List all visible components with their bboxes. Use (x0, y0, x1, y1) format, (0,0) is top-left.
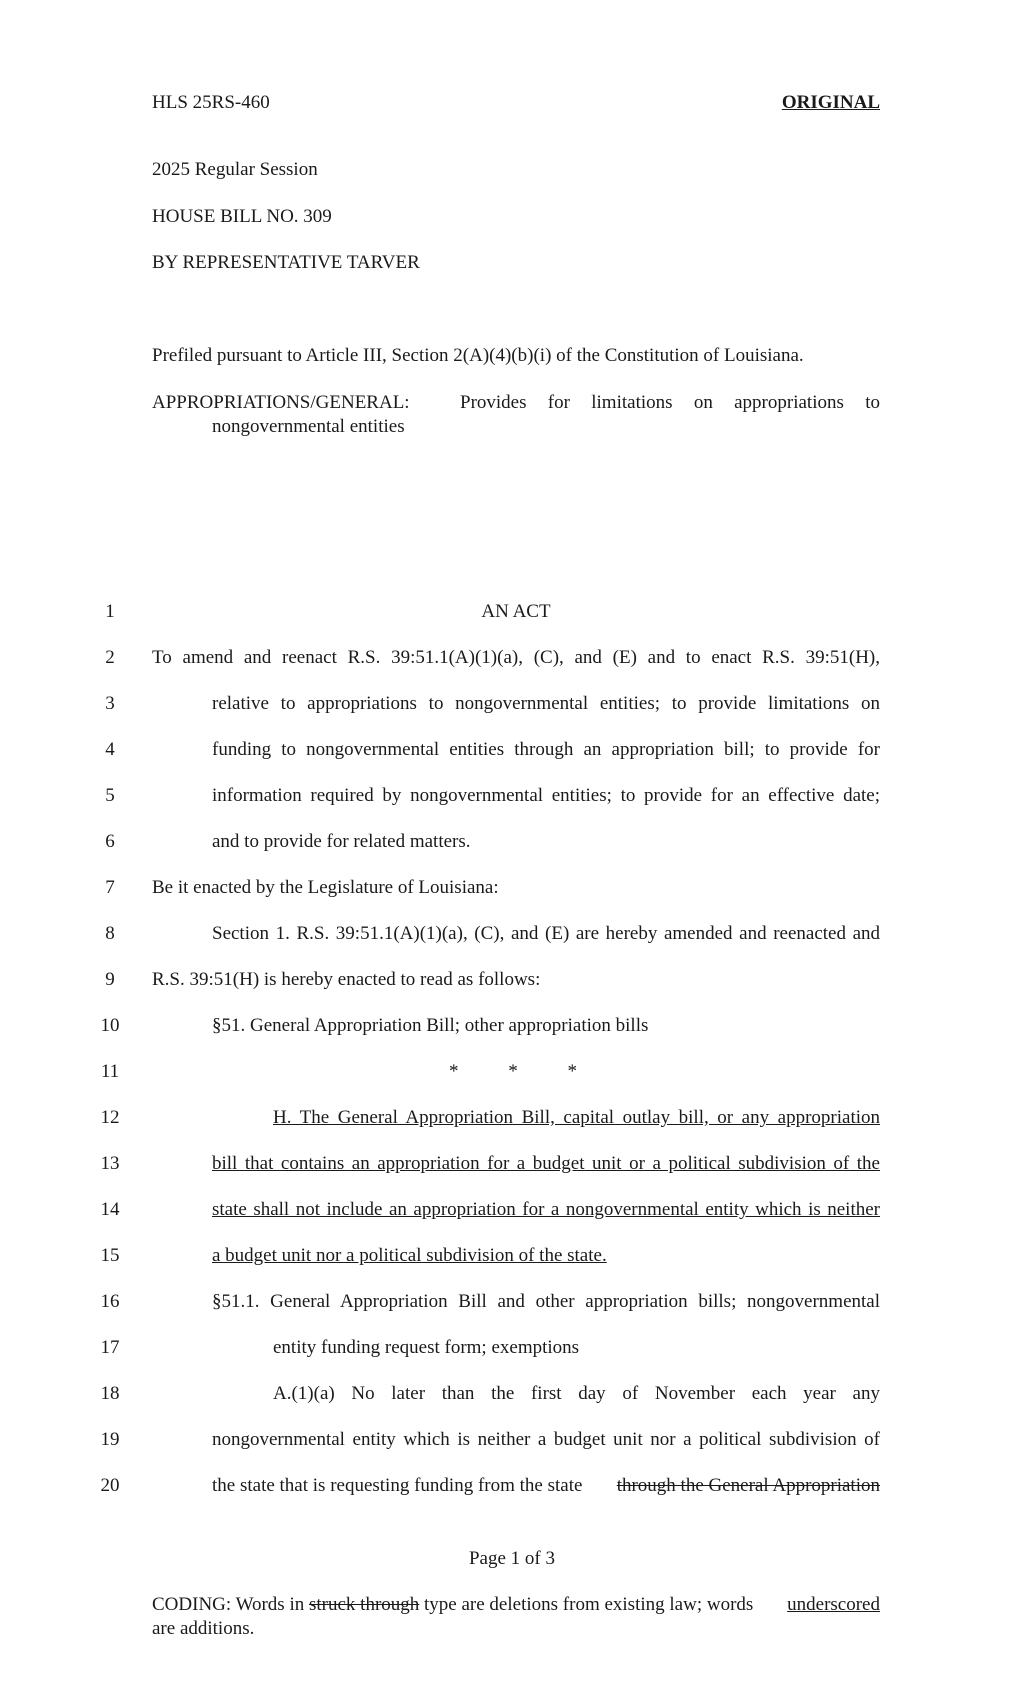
digest-first-line (152, 391, 880, 415)
digest-category: APPROPRIATIONS/GENERAL: (152, 392, 410, 413)
bill-line (0, 647, 1024, 675)
digest-word: for (547, 392, 570, 413)
line-text: and to provide for related matters. (212, 831, 471, 852)
line-text: relative to appropriations to nongovernmental entities; to provide limitations on (212, 693, 880, 714)
line-number: 12 (100, 1107, 120, 1128)
bill-line (0, 693, 1024, 721)
line-number: 8 (105, 923, 115, 944)
bill-line (0, 1107, 1024, 1135)
line-number: 3 (105, 693, 115, 714)
digest-word: limitations (591, 392, 673, 413)
digest (152, 391, 880, 439)
line-text: A.(1)(a) No later than the first day of November each year any (273, 1383, 880, 1404)
digest-word: appropriations (734, 392, 844, 413)
line-text: information required by nongovernmental entities; to provide for an effective date; (212, 785, 880, 806)
digest-continuation: nongovernmental entities (212, 416, 405, 437)
bill-line (0, 1245, 1024, 1273)
line-number: 11 (100, 1061, 120, 1082)
coding-note (152, 1593, 880, 1641)
line-number: 9 (105, 969, 115, 990)
bill-line (0, 1153, 1024, 1181)
bill-line (0, 785, 1024, 813)
bill-line (0, 923, 1024, 951)
bill-number: HOUSE BILL NO. 309 (152, 206, 332, 227)
bill-line (0, 601, 1024, 629)
line-number: 5 (105, 785, 115, 806)
status-label: ORIGINAL (781, 92, 880, 113)
line-text (212, 1475, 880, 1497)
line-text: funding to nongovernmental entities through an appropriation bill; to provide for (212, 739, 880, 760)
bill-line (0, 1291, 1024, 1319)
line-number: 16 (100, 1291, 120, 1312)
digest-word: on (693, 392, 713, 413)
omission-stars (449, 1061, 577, 1083)
line-number: 1 (105, 601, 115, 622)
line-number: 19 (100, 1429, 120, 1450)
bill-line (0, 1383, 1024, 1411)
bill-line (0, 1429, 1024, 1457)
star: * (567, 1061, 577, 1082)
section-heading: §51.1. General Appropriation Bill and other appropriation bills; nongovernmental (212, 1291, 880, 1312)
section-heading: §51. General Appropriation Bill; other appropriation bills (212, 1015, 649, 1036)
added-text: H. The General Appropriation Bill, capital outlay bill, or any appropriation (273, 1107, 880, 1128)
star: * (449, 1061, 459, 1082)
line-number: 7 (105, 877, 115, 898)
digest-word: to (865, 392, 880, 413)
bill-line (0, 739, 1024, 767)
line-number: 14 (100, 1199, 120, 1220)
line-number: 10 (100, 1015, 120, 1036)
added-text: state shall not include an appropriation for a nongovernmental entity which is neither (212, 1199, 880, 1220)
line-text: R.S. 39:51(H) is hereby enacted to read as follows: (152, 969, 541, 990)
line-text: To amend and reenact R.S. 39:51.1(A)(1)(a), (C), and (E) and to enact R.S. 39:51(H), (152, 647, 880, 668)
struck-example: struck through (308, 1594, 420, 1615)
bill-line (0, 831, 1024, 859)
line-number: 6 (105, 831, 115, 852)
page-number: Page 1 of 3 (468, 1548, 555, 1569)
act-title: AN ACT (481, 601, 551, 622)
kept-text: the state that is requesting funding from the state (212, 1475, 583, 1496)
deleted-text: through the General Appropriation (616, 1475, 880, 1496)
star: * (508, 1061, 518, 1082)
bill-line (0, 1061, 1024, 1089)
bill-line (0, 1475, 1024, 1503)
line-number: 4 (105, 739, 115, 760)
bill-id: HLS 25RS-460 (152, 92, 270, 113)
coding-line-1 (152, 1593, 880, 1617)
added-text: a budget unit nor a political subdivision of the state. (212, 1245, 607, 1266)
coding-text: CODING: Words in struck through type are deletions from existing law; words (152, 1594, 754, 1615)
line-number: 15 (100, 1245, 120, 1266)
digest-word: Provides (460, 392, 527, 413)
line-number: 18 (100, 1383, 120, 1404)
digest-summary-words (460, 391, 880, 415)
line-number: 20 (100, 1475, 120, 1496)
line-text: nongovernmental entity which is neither a budget unit nor a political subdivision of (212, 1429, 880, 1450)
session: 2025 Regular Session (152, 159, 318, 180)
line-text: Section 1. R.S. 39:51.1(A)(1)(a), (C), and (E) are hereby amended and reenacted and (212, 923, 880, 944)
line-number: 2 (105, 647, 115, 668)
line-number: 13 (100, 1153, 120, 1174)
line-text: Be it enacted by the Legislature of Louisiana: (152, 877, 499, 898)
bill-line (0, 1199, 1024, 1227)
bill-line (0, 1337, 1024, 1365)
added-text: bill that contains an appropriation for a budget unit or a political subdivision of the (212, 1153, 880, 1174)
bill-line (0, 1015, 1024, 1043)
bill-line (0, 877, 1024, 905)
underscored-example: underscored (787, 1594, 880, 1615)
coding-line-2: are additions. (152, 1618, 255, 1639)
bill-line (0, 969, 1024, 997)
author: BY REPRESENTATIVE TARVER (152, 252, 420, 273)
prefiled-note: Prefiled pursuant to Article III, Section 2(A)(4)(b)(i) of the Constitution of Louisiana. (152, 345, 804, 366)
line-number: 17 (100, 1337, 120, 1358)
section-heading: entity funding request form; exemptions (273, 1337, 580, 1358)
